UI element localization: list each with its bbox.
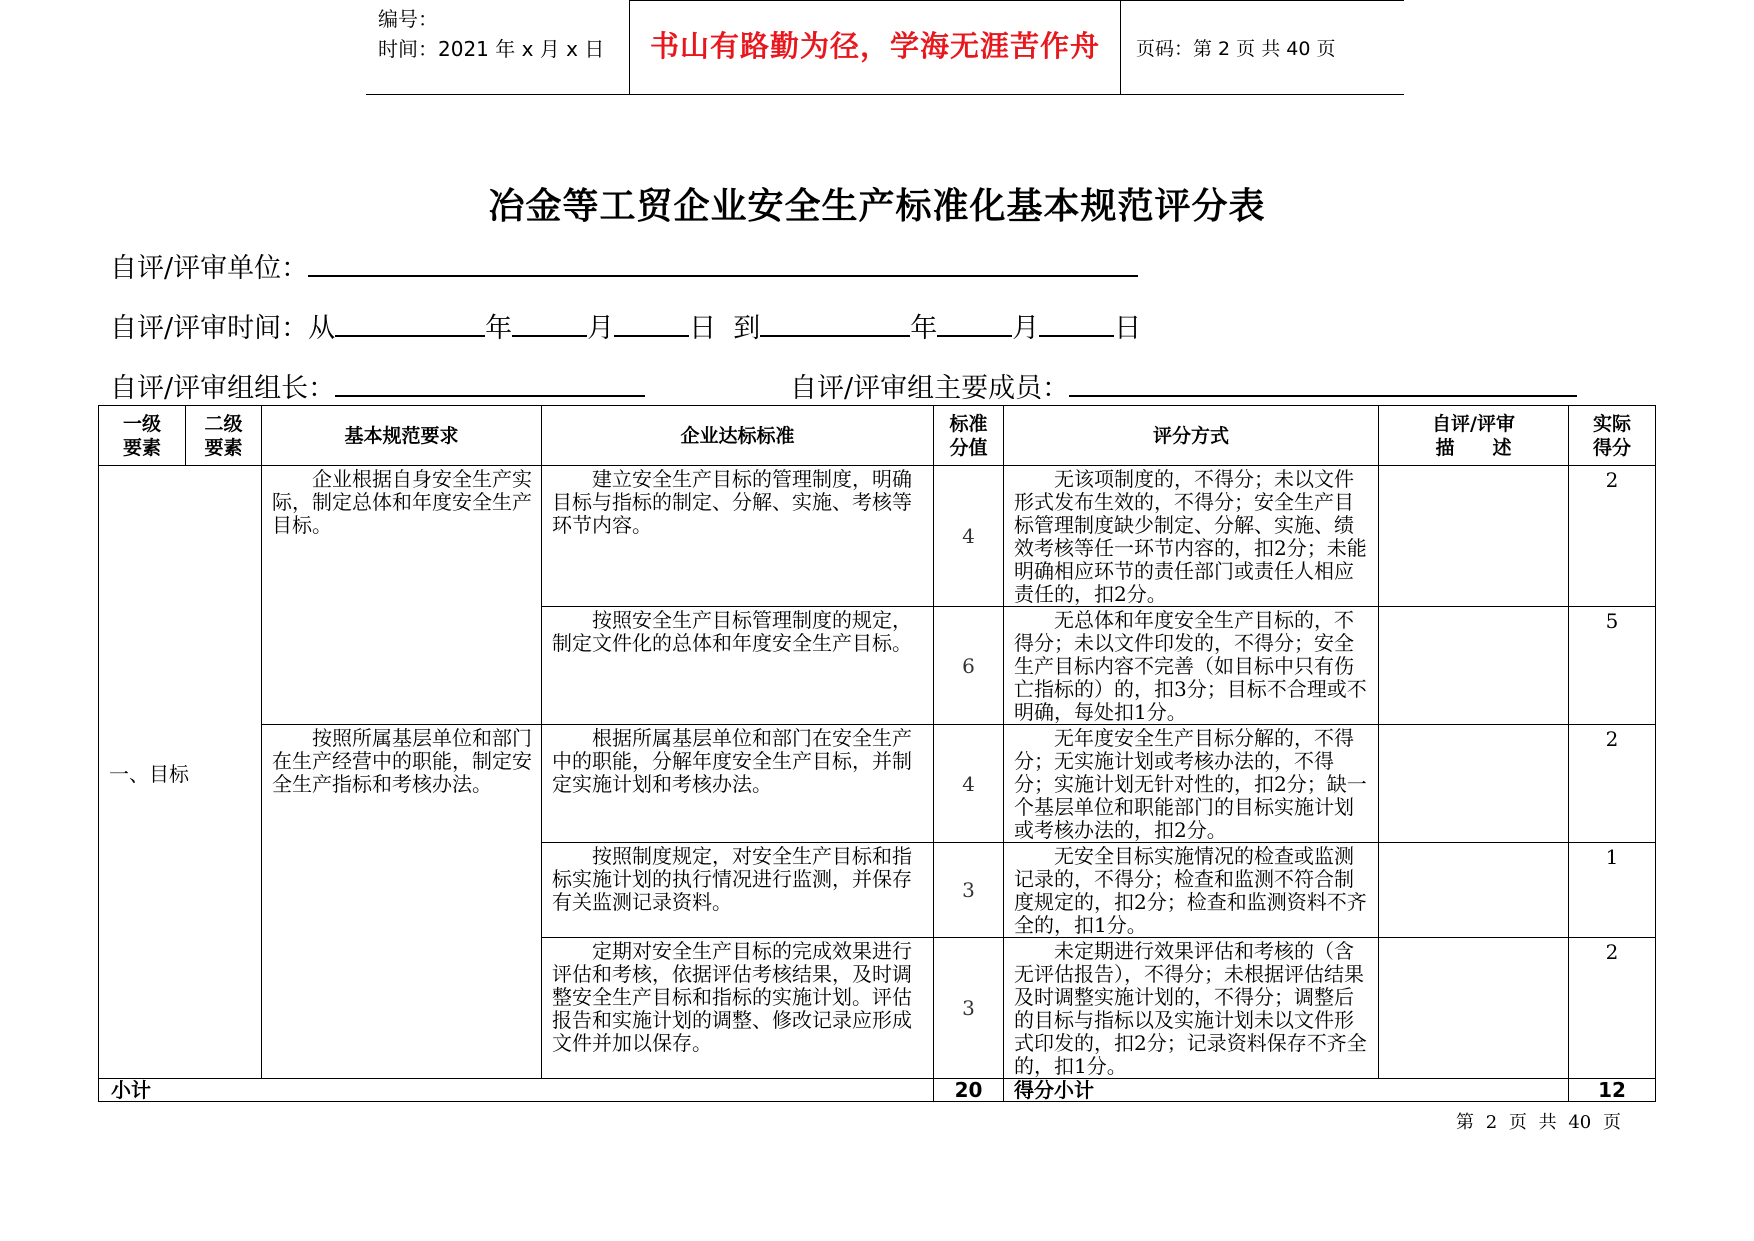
standard-text: 定期对安全生产目标的完成效果进行评估和考核，依据评估考核结果，及时调整安全生产目标和指标的实施计划。评估报告和实施计划的调整、修改记录应形成文件并加以保存。 <box>552 939 912 1055</box>
members-blank[interactable] <box>1069 369 1577 397</box>
standard-value: 4 <box>934 466 1004 607</box>
to-day-blank[interactable] <box>1039 309 1114 337</box>
table-row <box>99 466 1656 607</box>
header-actual-score: 实际得分 <box>1569 406 1656 466</box>
page-footer: 第 2 页 共 40 页 <box>1456 1112 1621 1133</box>
standard-text: 按照制度规定，对安全生产目标和指标实施计划的执行情况进行监测，并保存有关监测记录资料。 <box>552 844 912 914</box>
actual-score[interactable]: 1 <box>1569 843 1656 938</box>
standard-cell <box>542 607 934 725</box>
method-text: 无安全目标实施情况的检查或监测记录的，不得分；检查和监测不符合制度规定的，扣2分；检查和监测资料不齐全的，扣1分。 <box>1014 844 1367 937</box>
unit-field <box>110 246 1138 285</box>
page-header <box>366 0 1404 95</box>
self-description-cell[interactable] <box>1379 466 1569 607</box>
self-description-cell[interactable] <box>1379 607 1569 725</box>
requirement-cell <box>262 466 542 725</box>
header-motto: 书山有路勤为径，学海无涯苦作舟 <box>649 29 1100 63</box>
actual-score[interactable]: 2 <box>1569 938 1656 1079</box>
time-label: 自评/评审时间：从 <box>110 313 336 344</box>
leader-field <box>110 366 645 405</box>
day-label: 日 <box>1114 313 1142 344</box>
method-cell <box>1004 938 1379 1079</box>
unit-blank[interactable] <box>308 249 1138 277</box>
method-cell <box>1004 466 1379 607</box>
standard-text: 按照安全生产目标管理制度的规定，制定文件化的总体和年度安全生产目标。 <box>552 608 912 655</box>
standard-cell <box>542 466 934 607</box>
month-label: 月 <box>1012 313 1040 344</box>
method-cell <box>1004 843 1379 938</box>
requirement-cell <box>262 725 542 1079</box>
header-scoring-method: 评分方式 <box>1004 406 1379 466</box>
actual-score[interactable]: 2 <box>1569 466 1656 607</box>
standard-cell <box>542 843 934 938</box>
self-description-cell[interactable] <box>1379 725 1569 843</box>
time-field <box>110 306 1141 345</box>
standard-value: 3 <box>934 843 1004 938</box>
method-text: 无年度安全生产目标分解的，不得分；无实施计划或考核办法的，不得分；实施计划无针对性的，扣2分；缺一个基层单位和职能部门的目标实施计划或考核办法的，扣2分。 <box>1014 726 1367 842</box>
subtotal-label: 小计 <box>99 1079 934 1102</box>
level1-element: 一、目标 <box>99 466 262 1079</box>
standard-value: 4 <box>934 725 1004 843</box>
to-label: 到 <box>733 313 761 344</box>
standard-text: 建立安全生产目标的管理制度，明确目标与指标的制定、分解、实施、考核等环节内容。 <box>552 467 912 537</box>
leader-label: 自评/评审组组长： <box>110 373 336 404</box>
actual-score[interactable]: 5 <box>1569 607 1656 725</box>
self-description-cell[interactable] <box>1379 843 1569 938</box>
header-divider <box>1120 0 1121 94</box>
header-requirement: 基本规范要求 <box>262 406 542 466</box>
actual-score[interactable]: 2 <box>1569 725 1656 843</box>
scoring-table <box>98 405 1656 1102</box>
header-page-number: 页码：第 2 页 共 40 页 <box>1136 38 1336 60</box>
method-text: 无总体和年度安全生产目标的，不得分；未以文件印发的，不得分；安全生产目标内容不完善（如目标中只有伤亡指标的）的，扣3分；目标不合理或不明确，每处扣1分。 <box>1014 608 1367 724</box>
subtotal-row <box>99 1079 1656 1102</box>
header-standard-value: 标准分值 <box>934 406 1004 466</box>
day-label: 日 <box>689 313 717 344</box>
standard-value: 6 <box>934 607 1004 725</box>
score-subtotal-value: 12 <box>1569 1079 1656 1102</box>
header-standard: 企业达标标准 <box>542 406 934 466</box>
from-day-blank[interactable] <box>614 309 689 337</box>
requirement-text: 企业根据自身安全生产实际，制定总体和年度安全生产目标。 <box>272 467 532 537</box>
month-label: 月 <box>587 313 615 344</box>
year-label: 年 <box>485 313 513 344</box>
members-label: 自评/评审组主要成员： <box>790 373 1070 404</box>
header-top-rule <box>629 0 1404 1</box>
leader-blank[interactable] <box>335 369 645 397</box>
method-cell <box>1004 725 1379 843</box>
header-level1: 一级要素 <box>99 406 186 466</box>
header-level2: 二级要素 <box>186 406 262 466</box>
header-self-description: 自评/评审 描 述 <box>1379 406 1569 466</box>
subtotal-value: 20 <box>934 1079 1004 1102</box>
to-month-blank[interactable] <box>937 309 1012 337</box>
requirement-text: 按照所属基层单位和部门在生产经营中的职能，制定安全生产指标和考核办法。 <box>272 726 532 796</box>
score-subtotal-label: 得分小计 <box>1004 1079 1569 1102</box>
method-text: 无该项制度的，不得分；未以文件形式发布生效的，不得分；安全生产目标管理制度缺少制定、分解、实施、绩效考核等任一环节内容的，扣2分；未能明确相应环节的责任部门或责任人相应责任的，扣2分。 <box>1014 467 1367 606</box>
code-label: 编号： <box>378 7 438 31</box>
date-label: 时间：2021 年 x 月 x 日 <box>378 37 605 61</box>
members-field <box>790 366 1577 405</box>
standard-cell <box>542 725 934 843</box>
header-meta <box>378 4 628 94</box>
year-label: 年 <box>910 313 938 344</box>
method-cell <box>1004 607 1379 725</box>
self-description-cell[interactable] <box>1379 938 1569 1079</box>
table-row <box>99 725 1656 843</box>
standard-value: 3 <box>934 938 1004 1079</box>
document-title: 冶金等工贸企业安全生产标准化基本规范评分表 <box>488 185 1266 227</box>
standard-text: 根据所属基层单位和部门在安全生产中的职能，分解年度安全生产目标，并制定实施计划和考核办法。 <box>552 726 912 796</box>
method-text: 未定期进行效果评估和考核的（含无评估报告），不得分；未根据评估结果及时调整实施计划的，不得分；调整后的目标与指标以及实施计划未以文件形式印发的，扣2分；记录资料保存不齐全的，扣1分。 <box>1014 939 1367 1078</box>
unit-label: 自评/评审单位： <box>110 253 309 284</box>
table-header-row <box>99 406 1656 466</box>
from-year-blank[interactable] <box>335 309 485 337</box>
from-month-blank[interactable] <box>512 309 587 337</box>
to-year-blank[interactable] <box>760 309 910 337</box>
standard-cell <box>542 938 934 1079</box>
